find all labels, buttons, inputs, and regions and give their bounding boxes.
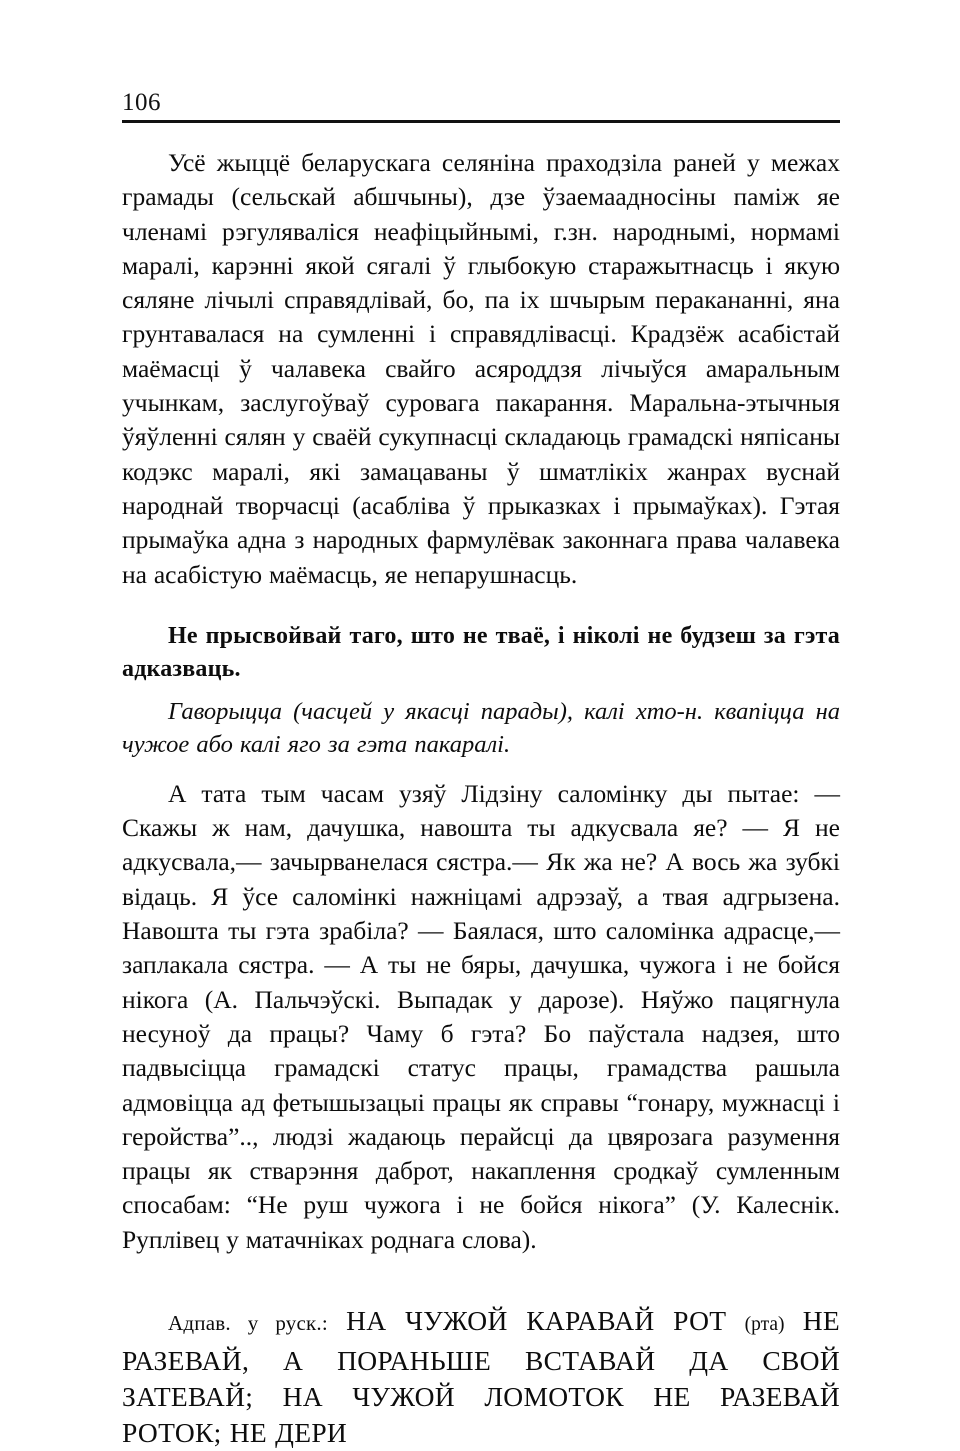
page-header <box>122 88 840 123</box>
equivalent-caps-first: НА ЧУЖОЙ КАРАВАЙ РОТ <box>346 1305 727 1337</box>
usage-note: Гаворыцца (часцей у якасці парады), калі хто-н. квапіцца на чужое або калі яго за гэта пакаралі. <box>122 697 840 758</box>
header-divider <box>122 120 840 123</box>
body-paragraph: Усё жыццё беларускага селяніна праходзіла раней у межах грамады (сельскай абшчыны), дзе ўзаемаадносіны паміж яе членамі рэгуляваліся неафіцыйнымі, г.зн. народнымі, нормамі маралі, карэнні якой сягалі ў глыбокую старажытнасць і якую сяляне лічылі справядлівай, бо, па іх шчырым перакананні, яна грунтавалася на сумленні і справядлівасці. Крадзёж асабістай маёмасці ў чалавека свайго асяроддзя лічыўся амаральным учынкам, заслугоўваў суровага пакарання. Маральна-этычныя ўяўленні сялян у сваёй сукупнасці складаюць грамадскі няпісаны кодэкс маралі, які замацаваны ў шматлікіх жанрах вуснай народнай творчасці (асабліва ў прыказках і прымаўках). Гэтая прымаўка адна з народных фармулёвак законнага права чалавека на асабістую маёмасць, яе непарушнасць. <box>122 148 840 589</box>
text-column <box>122 146 840 1451</box>
russian-equivalents <box>122 1303 840 1451</box>
proverb-headword: Не прысвойвай таго, што не тваё, і ніколі не будзеш за гэта адказваць. <box>122 622 840 682</box>
equivalent-parenthetical: (рта) <box>744 1314 785 1336</box>
example-paragraph: А тата тым часам узяў Лідзіну саломінку ды пытае: — Скажы ж нам, дачушка, навошта ты адкусвала яе? — Я не адкусвала,— зачырванелася сястра.— Як жа не? А вось жа зубкі відаць. Я ўсе саломінкі нажніцамі адрэзаў, а твая адгрызена. Навошта ты гэта зрабіла? — Баялася, што саломінка адрасце,— заплакала сястра. — А ты не бяры, дачушка, чужога і не бойся нікога (А. Пальчэўскі. Выпадак у дарозе). Няўжо пацягнула несуноў да працы? Чаму б гэта? Бо паўстала надзея, што падвысіцца грамадскі статус працы, грамадства рашыла адмовіцца ад фетышызацыі працы як справы “гонару, мужнасці і геройства”.., людзі жадаюць перайсці да цвярозага разумення працы як стварэння даброт, накаплення сродкаў сумленным спосабам: “Не руш чужога і не бойся нікога” (У. Калеснік. Руплівец у матачніках роднага слова). <box>122 778 840 1254</box>
equivalent-caps-rest: НЕ РАЗЕВАЙ, А ПОРАНЬШЕ ВСТАВАЙ ДА СВОЙ ЗАТЕВАЙ; НА ЧУЖОЙ ЛОМОТОК НЕ РАЗЕВАЙ РОТОК; НЕ ДЕРИ <box>122 1305 841 1449</box>
page-number: 106 <box>122 89 161 116</box>
equivalents-label: Адпав. у руск.: <box>168 1311 328 1336</box>
